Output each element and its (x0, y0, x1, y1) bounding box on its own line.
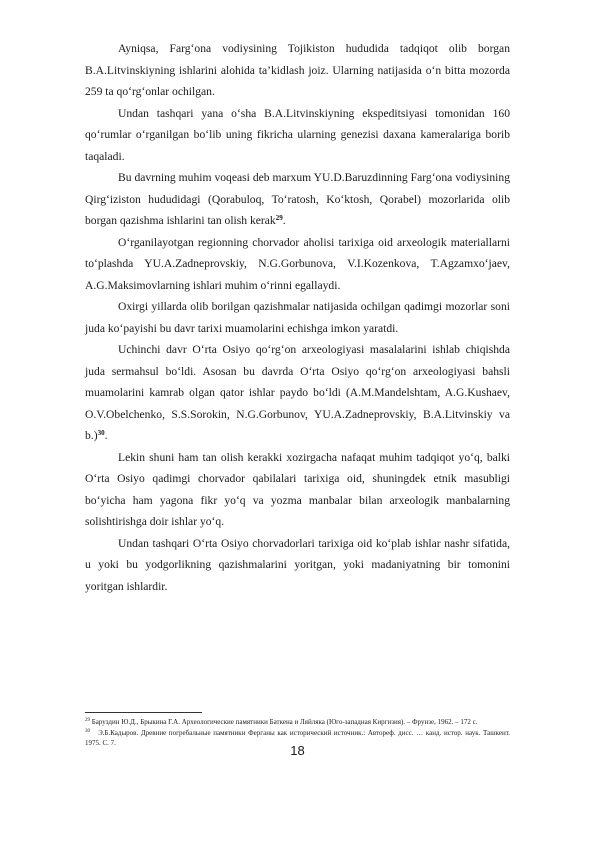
paragraph-5: Oxirgi yillarda olib borilgan qazishmalar natijasida ochilgan qadimgi mozorlar soni juda ko‘payishi bu davr tarixi muamolarini echishga imkon yaratdi. (85, 300, 510, 335)
main-text (85, 38, 510, 597)
footnote-divider (85, 712, 202, 713)
footnote-ref-30[interactable]: 30 (97, 429, 105, 437)
footnote-29: $^{29}$ Баруздин Ю.Д., Брыкина Г.А. Археологические памятники Баткена и Ляйляка (Юго-западная Киргизия). – Фрунзе, 1962. – 172 с. (85, 718, 478, 726)
page-number: 18 (290, 743, 305, 758)
paragraph-1: Ayniqsa, Farg‘ona vodiysining Tojikiston hududida tadqiqot olib borgan B.A.Litvinskiyning ishlarini alohida ta’kidlash joiz. Ularning natijasida o‘n bitta mozorda 259 ta qo‘rg‘onlar ochilgan. (85, 42, 510, 98)
paragraph-7: Lekin shuni ham tan olish kerakki xozirgacha nafaqat muhim tadqiqot yo‘q, balki O‘rta Osiyo qadimgi chorvador qabilalari tarixiga oid, shuningdek etnik masubligi bo‘yicha ham yagona fikr yo‘q va yozma manbalar bilan arxeologik manbalarning solishtirishga doir ishlar yo‘q. (85, 450, 510, 528)
footnote-ref-29[interactable]: 29 (275, 214, 283, 222)
paragraph-2: Undan tashqari yana o‘sha B.A.Litvinskiyning ekspeditsiyasi tomonidan 160 qo‘rumlar o‘rganilgan bo‘lib uning fikricha ularning genezisi daxana kameralariga borib taqaladi. (85, 106, 510, 163)
footnote-30: $^{30}$ Э.Б.Кадыров. Древние погребальные памятники Ферганы как исторический источник.: Автореф. дисс. … канд. истор. наук. Ташкент. 1975. С. 7. (85, 728, 510, 747)
paragraph-4: O‘rganilayotgan regionning chorvador aholisi tarixiga oid arxeologik materiallarni to‘plashda YU.A.Zadneprovskiy, N.G.Gorbunova, V.I.Kozenkova, T.Agzamxo‘jaev, A.G.Maksimovlarning ishlari muhim o‘rinni egallaydi. (85, 235, 510, 292)
paragraph-6: Uchinchi davr O‘rta Osiyo qo‘rg‘on arxeologiyasi masalalarini ishlab chiqishda juda sermahsul bo‘ldi. Asosan bu davrda O‘rta Osiyo qo‘rg‘on arxeologiyasi bahsli muamolarini kamrab olgan qator ishlar paydo bo‘ldi (A.M.Mandelshtam, A.G.Kushaev, O.V.Obelchenko, S.S.Sorokin, N.G.Gorbunov, YU.A.Zadneprovskiy, B.A.Litvinskiy va b.)$^{30}$. (85, 343, 510, 442)
paragraph-3: Bu davrning muhim voqeasi deb marxum YU.D.Baruzdinning Farg‘ona vodiysining Qirg‘iziston hududidagi (Qorabuloq, To‘ratosh, Ko‘ktosh, Qorabel) mozorlarida olib borgan qazishma ishlarini tan olish kerak$^{29}$. (85, 171, 510, 227)
paragraph-8: Undan tashqari O‘rta Osiyo chorvadorlari tarixiga oid ko‘plab ishlar nashr sifatida, u yoki bu yodgorlikning qazishmalarini yoritgan, yoki madaniyatning bir tomonini yoritgan ishlardir. (85, 536, 510, 593)
